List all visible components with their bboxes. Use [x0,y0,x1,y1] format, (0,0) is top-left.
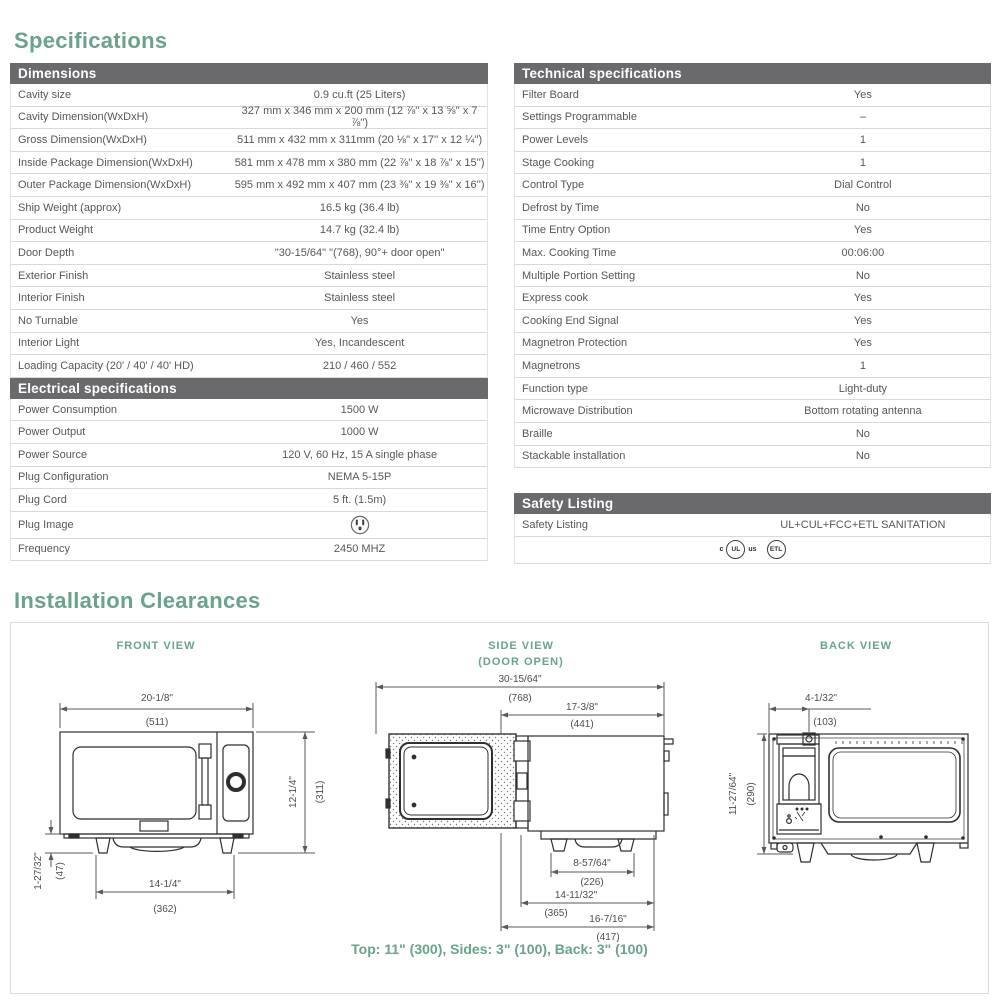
back-height-mm: (290) [746,782,757,806]
front-width-mm: (511) [145,717,169,728]
spec-label: Interior Finish [18,292,85,305]
spec-value: 2450 MHZ [333,543,386,556]
back-height-in: 11-27/64" [728,772,739,816]
spec-value: 581 mm x 478 mm x 380 mm (22 ⅞'' x 18 ⅞'' x 15'') [234,156,485,169]
spec-label: Magnetrons [522,359,581,372]
spec-value: 0.9 cu.ft (25 Liters) [313,88,406,101]
spec-label: Defrost by Time [522,201,600,214]
spec-value: No [855,201,870,214]
table-row [11,444,487,467]
spec-label: Function type [522,382,589,395]
table-row [11,197,487,220]
spec-value: 00:06:00 [841,246,885,259]
spec-value: 595 mm x 492 mm x 407 mm (23 ⅜'' x 19 ⅜'' x 16'') [234,179,485,192]
spec-value: Yes [350,314,369,327]
ul-suffix: us [748,546,757,554]
side-feet-mm: (226) [580,877,604,888]
side-view-title-line2: (DOOR OPEN) [478,656,564,668]
spec-label: Braille [522,427,553,440]
spec-label: Filter Board [522,88,579,101]
spec-value: 327 mm x 346 mm x 200 mm (12 ⅞'' x 13 ⅝'' x 7 ⅞'') [241,105,478,130]
table-row [11,220,487,243]
spec-label: Control Type [522,179,585,192]
power-outlet-icon [349,514,371,536]
spec-label: Outer Package Dimension(WxDxH) [18,179,191,192]
spec-label: Settings Programmable [522,111,637,124]
spec-value [232,514,487,536]
table-row [515,242,990,265]
spec-label: Door Depth [18,246,75,259]
spec-value: Bottom rotating antenna [804,405,922,418]
side-base-mm: (365) [544,908,568,919]
spec-value: Stainless steel [324,292,396,305]
front-feet-span-in: 14-1/4" [149,879,181,890]
table-row [11,355,487,378]
dimensions-header: Dimensions [10,63,488,84]
spec-label: Power Output [18,426,86,439]
side-base-in: 14-11/32" [554,890,598,901]
technical-header: Technical specifications [514,63,991,84]
page-title: Specifications [14,28,168,53]
side-overall-mm: (417) [596,932,620,943]
table-row [11,310,487,333]
side-view-drawing [371,673,691,945]
dimensions-table [10,84,488,378]
table-row [515,84,990,107]
table-row [11,265,487,288]
front-width-in: 20-1/8" [141,693,173,704]
safety-marks [515,537,990,564]
side-total-mm: (768) [508,693,532,704]
spec-value: – [859,111,866,124]
table-row [515,400,990,423]
spec-value: 511 mm x 432 mm x 311mm (20 ⅛'' x 17'' x 12 ¼'') [237,133,483,146]
spec-label: Power Source [18,448,88,461]
spec-value: 120 V, 60 Hz, 15 A single phase [282,448,438,461]
spec-label: Ship Weight (approx) [18,201,122,214]
side-view-title-line1: SIDE VIEW [488,640,554,652]
spec-value: 1 [859,133,866,146]
table-row [515,287,990,310]
side-body-in: 17-3/8" [566,702,598,713]
spec-label: Multiple Portion Setting [522,269,636,282]
ul-listed-icon: UL [726,540,745,559]
table-row [515,333,990,356]
spec-value: Dial Control [834,179,892,192]
spec-label: Cavity Dimension(WxDxH) [18,111,149,124]
spec-value: 1 [859,359,866,372]
table-row-plug-image [11,512,487,539]
clearance-note: Top: 11" (300), Sides: 3" (100), Back: 3" (100) [351,941,648,957]
table-row [11,242,487,265]
back-view-title: BACK VIEW [820,640,892,652]
spec-value: Yes [853,314,872,327]
table-row [11,399,487,422]
safety-header: Safety Listing [514,493,991,514]
spec-label: Plug Cord [18,493,67,506]
spec-value: 1 [859,156,866,169]
table-row [515,446,990,469]
front-height-in: 12-1/4" [288,776,299,808]
left-column [10,63,488,561]
spec-value: 14.7 kg (32.4 lb) [319,224,400,237]
spec-value: UL+CUL+FCC+ETL SANITATION [780,518,946,531]
spec-value: Yes [853,224,872,237]
front-feet-span-mm: (362) [153,904,177,915]
spec-value: 1500 W [340,403,379,416]
spec-label: Stage Cooking [522,156,595,169]
table-row [11,467,487,490]
spec-value: "30-15/64" "(768), 90°+ door open" [274,246,445,259]
back-view-drawing [721,691,1000,911]
front-foot-in: 1-27/32" [33,852,44,890]
spec-label: Max. Cooking Time [522,246,617,259]
spec-label: Cavity size [18,88,72,101]
side-view-title [421,638,621,670]
spec-label: Loading Capacity (20' / 40' / 40' HD) [18,359,194,372]
spec-label: Express cook [522,292,589,305]
spec-label: Safety Listing [522,518,589,531]
front-view-title: FRONT VIEW [116,640,196,652]
spec-value: No [855,269,870,282]
table-row [515,129,990,152]
spec-value: Yes [853,337,872,350]
table-row [11,107,487,130]
table-row [515,152,990,175]
front-height-mm: (311) [315,780,326,804]
table-row [11,539,487,562]
table-row [11,129,487,152]
spec-value: NEMA 5-15P [327,471,392,484]
side-total-in: 30-15/64" [498,674,542,685]
spec-label: Plug Image [18,518,74,531]
installation-title: Installation Clearances [14,588,261,613]
spec-label: No Turnable [18,314,78,327]
back-duct-in: 4-1/32" [805,693,837,704]
spec-value: Yes, Incandescent [314,337,405,350]
safety-table [514,514,991,564]
spec-value: Yes [853,88,872,101]
table-row [515,310,990,333]
table-row [515,423,990,446]
spec-label: Frequency [18,543,70,556]
spec-label: Microwave Distribution [522,405,633,418]
spec-value: 210 / 460 / 552 [322,359,397,372]
spec-label: Exterior Finish [18,269,89,282]
spec-label: Interior Light [18,337,80,350]
etl-icon: ETL [767,540,786,559]
spec-label: Power Consumption [18,403,118,416]
table-row [515,174,990,197]
table-row [515,378,990,401]
table-row [515,107,990,130]
side-overall-in: 16-7/16" [589,914,627,925]
table-row [11,174,487,197]
front-view-drawing [33,687,333,942]
table-row [11,152,487,175]
spec-value: 5 ft. (1.5m) [333,493,387,506]
installation-clearances-panel [10,622,989,994]
table-row [11,421,487,444]
table-row [515,220,990,243]
spec-value: No [855,427,870,440]
spec-label: Inside Package Dimension(WxDxH) [18,156,193,169]
spec-label: Gross Dimension(WxDxH) [18,133,147,146]
spec-label: Plug Configuration [18,471,109,484]
spec-value: No [855,450,870,463]
right-column [514,63,991,564]
technical-table [514,84,991,468]
spec-label: Power Levels [522,133,589,146]
spec-value: Yes [853,292,872,305]
table-row [515,265,990,288]
table-row [11,84,487,107]
spec-value: Stainless steel [324,269,396,282]
table-row [11,333,487,356]
spec-label: Magnetron Protection [522,337,628,350]
spec-label: Cooking End Signal [522,314,619,327]
ul-prefix: c [719,546,724,554]
front-foot-mm: (47) [55,862,66,880]
back-duct-mm: (103) [813,717,837,728]
electrical-table [10,399,488,562]
table-row [515,514,990,537]
spec-value: Light-duty [838,382,888,395]
side-feet-in: 8-57/64" [573,858,611,869]
electrical-header: Electrical specifications [10,378,488,399]
table-row [515,355,990,378]
spec-label: Product Weight [18,224,94,237]
spec-label: Time Entry Option [522,224,611,237]
table-row [515,197,990,220]
spec-value: 1000 W [340,426,379,439]
side-body-mm: (441) [570,719,594,730]
spec-label: Stackable installation [522,450,626,463]
table-row [11,287,487,310]
spec-value: 16.5 kg (36.4 lb) [319,201,400,214]
table-row [11,489,487,512]
